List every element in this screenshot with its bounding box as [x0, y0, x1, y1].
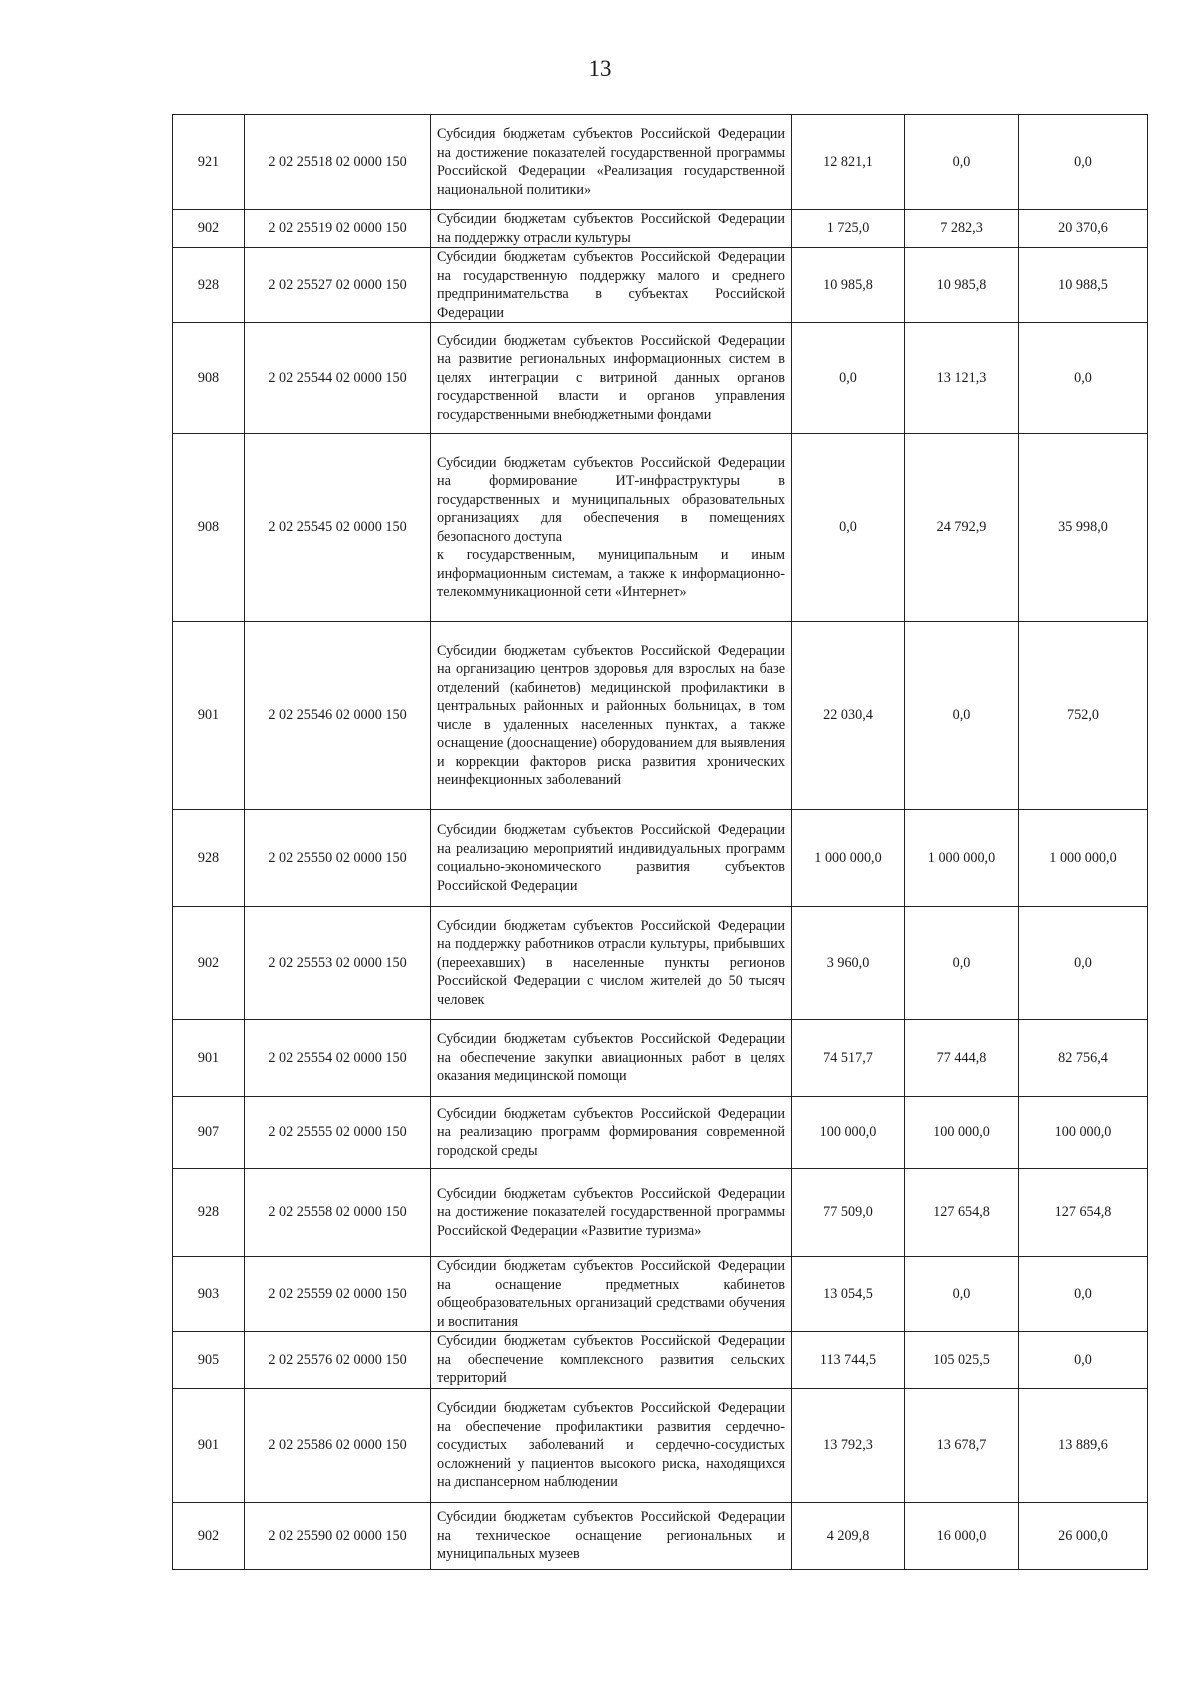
description-cell	[431, 1257, 792, 1332]
description-cell	[431, 1503, 792, 1570]
budget-code-cell: 2 02 25554 02 0000 150	[245, 1020, 431, 1097]
description-cell	[431, 323, 792, 434]
description-cell	[431, 622, 792, 810]
table-row	[173, 323, 1148, 434]
description-text: Субсидии бюджетам субъектов Российской Федерации на государственную поддержку малого и среднего предпринимательства в субъектах Российской Федерации	[437, 249, 785, 321]
description-cell	[431, 248, 792, 323]
budget-code-cell: 2 02 25586 02 0000 150	[245, 1389, 431, 1503]
description-text-continued: к государственным, муниципальным и иным информационным системам, а также к информационно-телекоммуникационной сети «Интернет»	[437, 547, 785, 600]
admin-code-cell: 902	[173, 907, 245, 1020]
budget-code-cell: 2 02 25545 02 0000 150	[245, 434, 431, 622]
description-text: Субсидии бюджетам субъектов Российской Федерации на развитие региональных информационных систем в целях интеграции с витриной данных органов государственной власти и органов управления государственными внебюджетными фондами	[437, 332, 785, 423]
budget-code-cell: 2 02 25518 02 0000 150	[245, 115, 431, 210]
table-row	[173, 210, 1148, 248]
admin-code-cell: 928	[173, 248, 245, 323]
amount-year2-cell: 105 025,5	[905, 1332, 1019, 1389]
description-cell	[431, 1020, 792, 1097]
amount-year2-cell: 10 985,8	[905, 248, 1019, 323]
budget-code-cell: 2 02 25558 02 0000 150	[245, 1169, 431, 1257]
amount-year2-cell: 77 444,8	[905, 1020, 1019, 1097]
description-cell	[431, 434, 792, 622]
amount-year2-cell: 127 654,8	[905, 1169, 1019, 1257]
amount-year1-cell: 113 744,5	[792, 1332, 905, 1389]
description-text: Субсидии бюджетам субъектов Российской Федерации на обеспечение комплексного развития сельских территорий	[437, 1333, 785, 1387]
amount-year2-cell: 100 000,0	[905, 1097, 1019, 1169]
budget-code-cell: 2 02 25576 02 0000 150	[245, 1332, 431, 1389]
table-row	[173, 907, 1148, 1020]
amount-year3-cell: 0,0	[1019, 115, 1148, 210]
amount-year1-cell: 3 960,0	[792, 907, 905, 1020]
amount-year3-cell: 0,0	[1019, 323, 1148, 434]
table-row	[173, 434, 1148, 622]
amount-year1-cell: 74 517,7	[792, 1020, 905, 1097]
amount-year2-cell: 0,0	[905, 115, 1019, 210]
description-cell	[431, 1332, 792, 1389]
amount-year3-cell: 20 370,6	[1019, 210, 1148, 248]
amount-year2-cell: 24 792,9	[905, 434, 1019, 622]
admin-code-cell: 908	[173, 323, 245, 434]
description-text: Субсидии бюджетам субъектов Российской Федерации на поддержку работников отрасли культуры, прибывших (переехавших) в населенные пункты регионов Российской Федерации с числом жителей до 50 тысяч человек	[437, 917, 785, 1008]
amount-year3-cell: 0,0	[1019, 1332, 1148, 1389]
amount-year3-cell: 0,0	[1019, 1257, 1148, 1332]
amount-year1-cell: 1 725,0	[792, 210, 905, 248]
amount-year1-cell: 10 985,8	[792, 248, 905, 323]
description-cell	[431, 1169, 792, 1257]
budget-table	[172, 114, 1148, 1570]
page-number: 13	[588, 56, 612, 81]
amount-year3-cell: 10 988,5	[1019, 248, 1148, 323]
budget-code-cell: 2 02 25546 02 0000 150	[245, 622, 431, 810]
table-row	[173, 115, 1148, 210]
table-row	[173, 1020, 1148, 1097]
description-text: Субсидии бюджетам субъектов Российской Федерации на поддержку отрасли культуры	[437, 211, 785, 246]
amount-year2-cell: 0,0	[905, 622, 1019, 810]
description-text: Субсидии бюджетам субъектов Российской Федерации на реализацию мероприятий индивидуальных программ социально-экономического развития субъектов Российской Федерации	[437, 822, 785, 894]
amount-year3-cell: 0,0	[1019, 907, 1148, 1020]
description-text: Субсидии бюджетам субъектов Российской Федерации на обеспечение профилактики развития сердечно-сосудистых заболеваний и сердечно-сосудистых осложнений у пациентов высокого риска, находящихся на диспансерном наблюдении	[437, 1400, 785, 1491]
budget-code-cell: 2 02 25555 02 0000 150	[245, 1097, 431, 1169]
budget-table-body	[173, 115, 1148, 1570]
table-row	[173, 1332, 1148, 1389]
budget-code-cell: 2 02 25527 02 0000 150	[245, 248, 431, 323]
table-row	[173, 622, 1148, 810]
description-text: Субсидии бюджетам субъектов Российской Федерации на обеспечение закупки авиационных работ в целях оказания медицинской помощи	[437, 1031, 785, 1085]
budget-code-cell: 2 02 25519 02 0000 150	[245, 210, 431, 248]
admin-code-cell: 901	[173, 1020, 245, 1097]
description-text: Субсидии бюджетам субъектов Российской Федерации на достижение показателей государственной программы Российской Федерации «Развитие туризма»	[437, 1185, 785, 1239]
amount-year3-cell: 127 654,8	[1019, 1169, 1148, 1257]
description-text: Субсидии бюджетам субъектов Российской Федерации на реализацию программ формирования современной городской среды	[437, 1105, 785, 1159]
budget-code-cell: 2 02 25544 02 0000 150	[245, 323, 431, 434]
table-row	[173, 1257, 1148, 1332]
admin-code-cell: 908	[173, 434, 245, 622]
amount-year3-cell: 100 000,0	[1019, 1097, 1148, 1169]
amount-year2-cell: 13 678,7	[905, 1389, 1019, 1503]
admin-code-cell: 905	[173, 1332, 245, 1389]
admin-code-cell: 902	[173, 1503, 245, 1570]
amount-year3-cell: 752,0	[1019, 622, 1148, 810]
description-text: Субсидии бюджетам субъектов Российской Федерации на организацию центров здоровья для взрослых на базе отделений (кабинетов) медицинской профилактики в центральных районных и районных больницах, в том числе в удаленных населенных пунктах, а также оснащение (дооснащение) оборудованием для выявления и коррекции факторов риска развития хронических неинфекционных заболеваний	[437, 642, 785, 788]
admin-code-cell: 928	[173, 1169, 245, 1257]
budget-code-cell: 2 02 25550 02 0000 150	[245, 810, 431, 907]
admin-code-cell: 902	[173, 210, 245, 248]
table-row	[173, 1097, 1148, 1169]
admin-code-cell: 901	[173, 622, 245, 810]
amount-year3-cell: 35 998,0	[1019, 434, 1148, 622]
description-cell	[431, 1389, 792, 1503]
amount-year1-cell: 100 000,0	[792, 1097, 905, 1169]
amount-year3-cell: 1 000 000,0	[1019, 810, 1148, 907]
amount-year1-cell: 13 054,5	[792, 1257, 905, 1332]
amount-year3-cell: 82 756,4	[1019, 1020, 1148, 1097]
description-cell	[431, 907, 792, 1020]
table-row	[173, 248, 1148, 323]
amount-year1-cell: 22 030,4	[792, 622, 905, 810]
amount-year1-cell: 4 209,8	[792, 1503, 905, 1570]
budget-code-cell: 2 02 25553 02 0000 150	[245, 907, 431, 1020]
amount-year1-cell: 1 000 000,0	[792, 810, 905, 907]
table-row	[173, 1503, 1148, 1570]
amount-year2-cell: 0,0	[905, 1257, 1019, 1332]
admin-code-cell: 921	[173, 115, 245, 210]
description-cell	[431, 810, 792, 907]
amount-year2-cell: 16 000,0	[905, 1503, 1019, 1570]
amount-year1-cell: 12 821,1	[792, 115, 905, 210]
amount-year1-cell: 0,0	[792, 434, 905, 622]
description-cell	[431, 115, 792, 210]
description-text: Субсидии бюджетам субъектов Российской Федерации на оснащение предметных кабинетов общеобразовательных организаций средствами обучения и воспитания	[437, 1258, 785, 1330]
amount-year2-cell: 13 121,3	[905, 323, 1019, 434]
table-row	[173, 1169, 1148, 1257]
budget-code-cell: 2 02 25590 02 0000 150	[245, 1503, 431, 1570]
amount-year1-cell: 77 509,0	[792, 1169, 905, 1257]
description-text: Субсидии бюджетам субъектов Российской Федерации на техническое оснащение региональных и муниципальных музеев	[437, 1509, 785, 1563]
admin-code-cell: 903	[173, 1257, 245, 1332]
amount-year1-cell: 13 792,3	[792, 1389, 905, 1503]
admin-code-cell: 928	[173, 810, 245, 907]
budget-code-cell: 2 02 25559 02 0000 150	[245, 1257, 431, 1332]
amount-year2-cell: 0,0	[905, 907, 1019, 1020]
table-row	[173, 810, 1148, 907]
amount-year2-cell: 7 282,3	[905, 210, 1019, 248]
table-row	[173, 1389, 1148, 1503]
amount-year1-cell: 0,0	[792, 323, 905, 434]
description-cell	[431, 210, 792, 248]
amount-year3-cell: 26 000,0	[1019, 1503, 1148, 1570]
description-text: Субсидия бюджетам субъектов Российской Федерации на достижение показателей государственной программы Российской Федерации «Реализация государственной национальной политики»	[437, 126, 785, 198]
admin-code-cell: 907	[173, 1097, 245, 1169]
amount-year3-cell: 13 889,6	[1019, 1389, 1148, 1503]
description-cell	[431, 1097, 792, 1169]
amount-year2-cell: 1 000 000,0	[905, 810, 1019, 907]
description-text: Субсидии бюджетам субъектов Российской Федерации на формирование ИТ-инфраструктуры в государственных и муниципальных образовательных организациях для обеспечения в помещениях безопасного доступа	[437, 454, 785, 545]
admin-code-cell: 901	[173, 1389, 245, 1503]
